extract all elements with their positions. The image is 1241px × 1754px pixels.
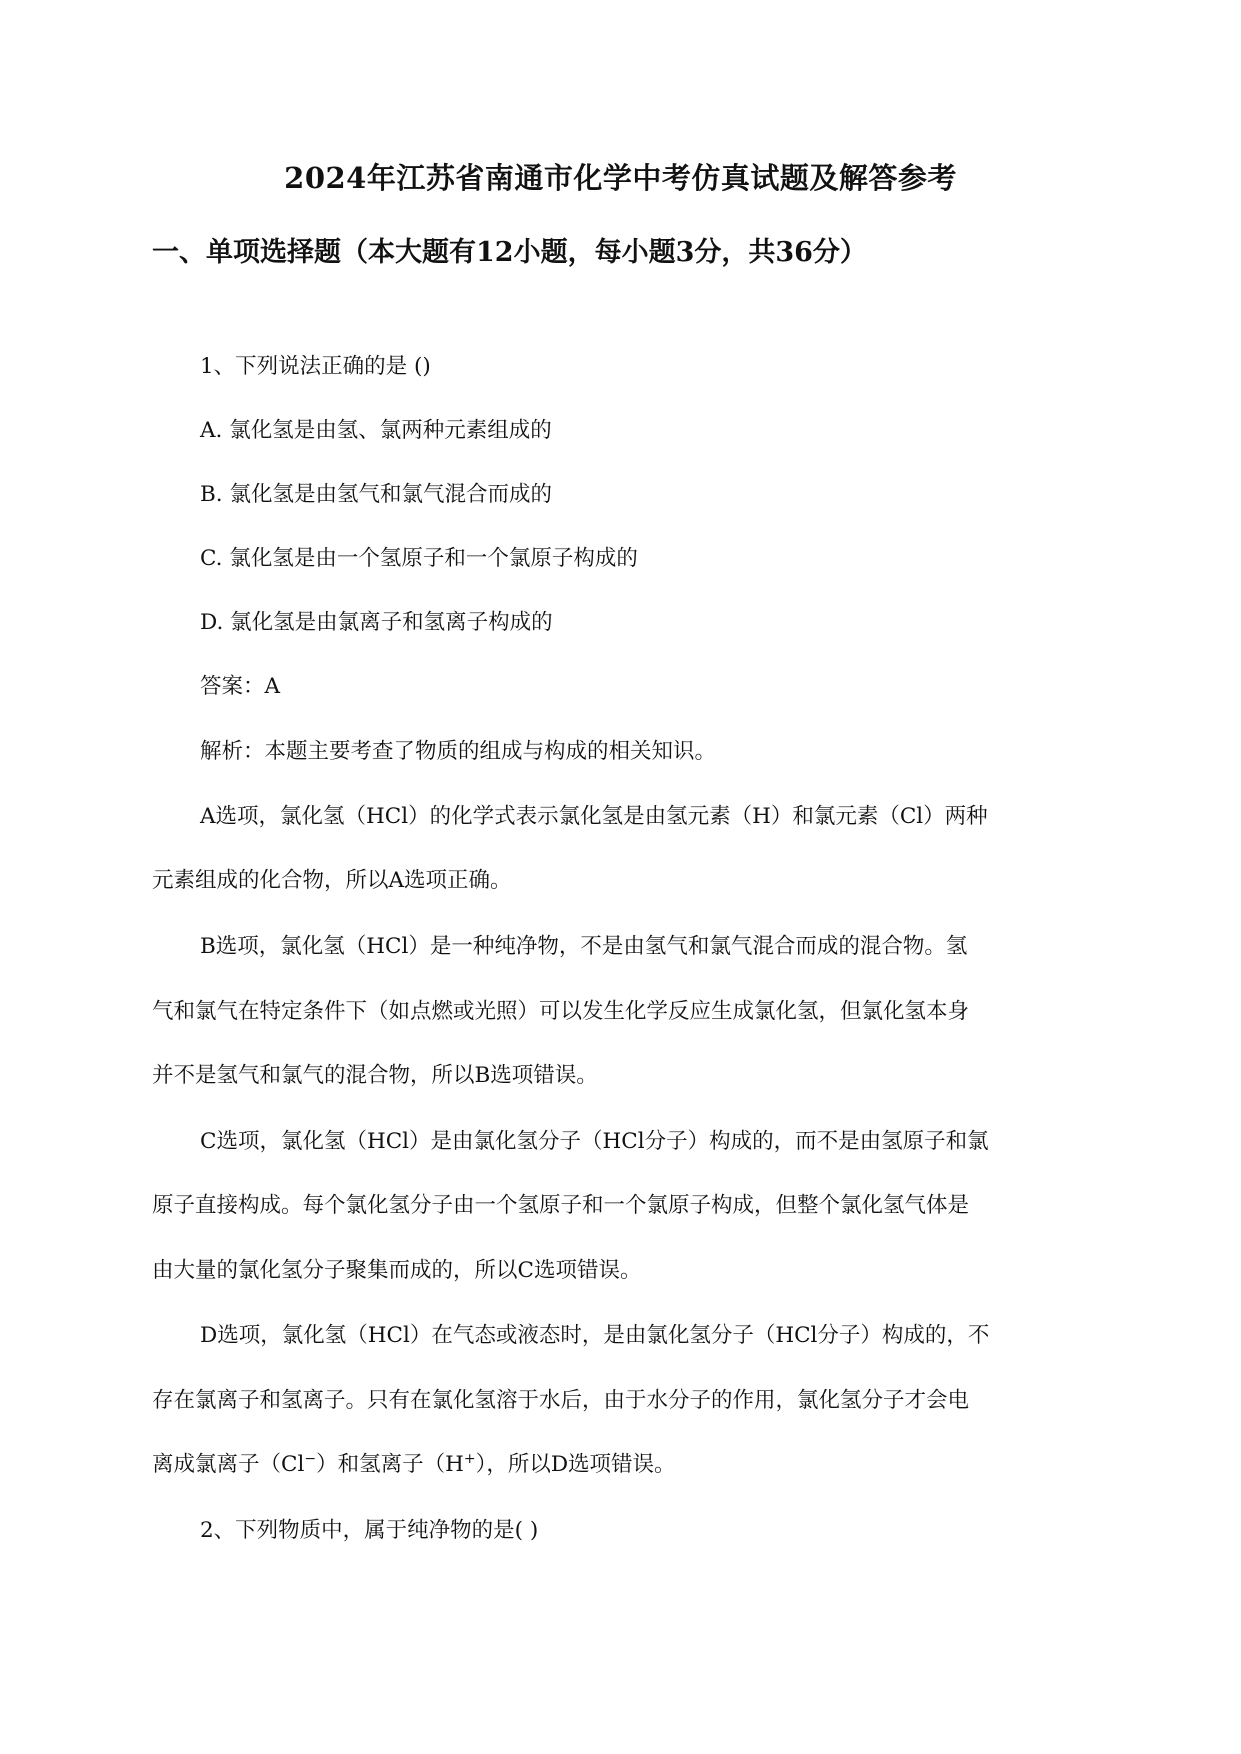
option-d: D. 氯化氢是由氯离子和氢离子构成的 bbox=[200, 610, 553, 635]
answer-line: 答案：A bbox=[200, 674, 281, 699]
document-title: 2024年江苏省南通市化学中考仿真试题及解答参考 bbox=[284, 161, 957, 195]
option-b: B. 氯化氢是由氢气和氯气混合而成的 bbox=[200, 482, 552, 507]
analysis-a-line-2: 元素组成的化合物，所以A选项正确。 bbox=[152, 868, 512, 893]
analysis-c-line-3: 由大量的氯化氢分子聚集而成的，所以C选项错误。 bbox=[152, 1258, 642, 1283]
question-1-stem: 1、下列说法正确的是 () bbox=[200, 354, 431, 379]
d-line-3-part-3: ），所以D选项错误。 bbox=[475, 1452, 676, 1477]
d-line-3-part-1: 离成氯离子（Cl bbox=[152, 1452, 305, 1477]
question-2-stem: 2、下列物质中，属于纯净物的是( ) bbox=[200, 1518, 539, 1543]
analysis-b-line-3: 并不是氢气和氯气的混合物，所以B选项错误。 bbox=[152, 1063, 598, 1088]
analysis-c-line-1: C选项，氯化氢（HCl）是由氯化氢分子（HCl分子）构成的，而不是由氢原子和氯 bbox=[200, 1129, 989, 1154]
analysis-a-line-1: A选项，氯化氢（HCl）的化学式表示氯化氢是由氢元素（H）和氯元素（Cl）两种 bbox=[200, 804, 988, 829]
option-c: C. 氯化氢是由一个氢原子和一个氯原子构成的 bbox=[200, 546, 638, 571]
analysis-d-line-2: 存在氯离子和氢离子。只有在氯化氢溶于水后，由于水分子的作用，氯化氢分子才会电 bbox=[152, 1388, 970, 1413]
analysis-d-line-3 bbox=[152, 1450, 676, 1480]
section-heading: 一、单项选择题（本大题有12小题，每小题3分，共36分） bbox=[152, 237, 867, 268]
analysis-b-line-2: 气和氯气在特定条件下（如点燃或光照）可以发生化学反应生成氯化氢，但氯化氢本身 bbox=[152, 999, 970, 1024]
analysis-b-line-1: B选项，氯化氢（HCl）是一种纯净物，不是由氢气和氯气混合而成的混合物。氢 bbox=[200, 934, 968, 959]
analysis-c-line-2: 原子直接构成。每个氯化氢分子由一个氢原子和一个氯原子构成，但整个氯化氢气体是 bbox=[152, 1193, 970, 1218]
analysis-intro: 解析：本题主要考查了物质的组成与构成的相关知识。 bbox=[200, 739, 717, 764]
d-line-3-part-2: ）和氢离子（H bbox=[316, 1452, 464, 1477]
analysis-d-line-1: D选项，氯化氢（HCl）在气态或液态时，是由氯化氢分子（HCl分子）构成的，不 bbox=[200, 1323, 990, 1348]
chloride-charge: − bbox=[304, 1450, 317, 1467]
hydrogen-ion-charge: + bbox=[463, 1450, 476, 1467]
option-a: A. 氯化氢是由氢、氯两种元素组成的 bbox=[200, 418, 552, 443]
